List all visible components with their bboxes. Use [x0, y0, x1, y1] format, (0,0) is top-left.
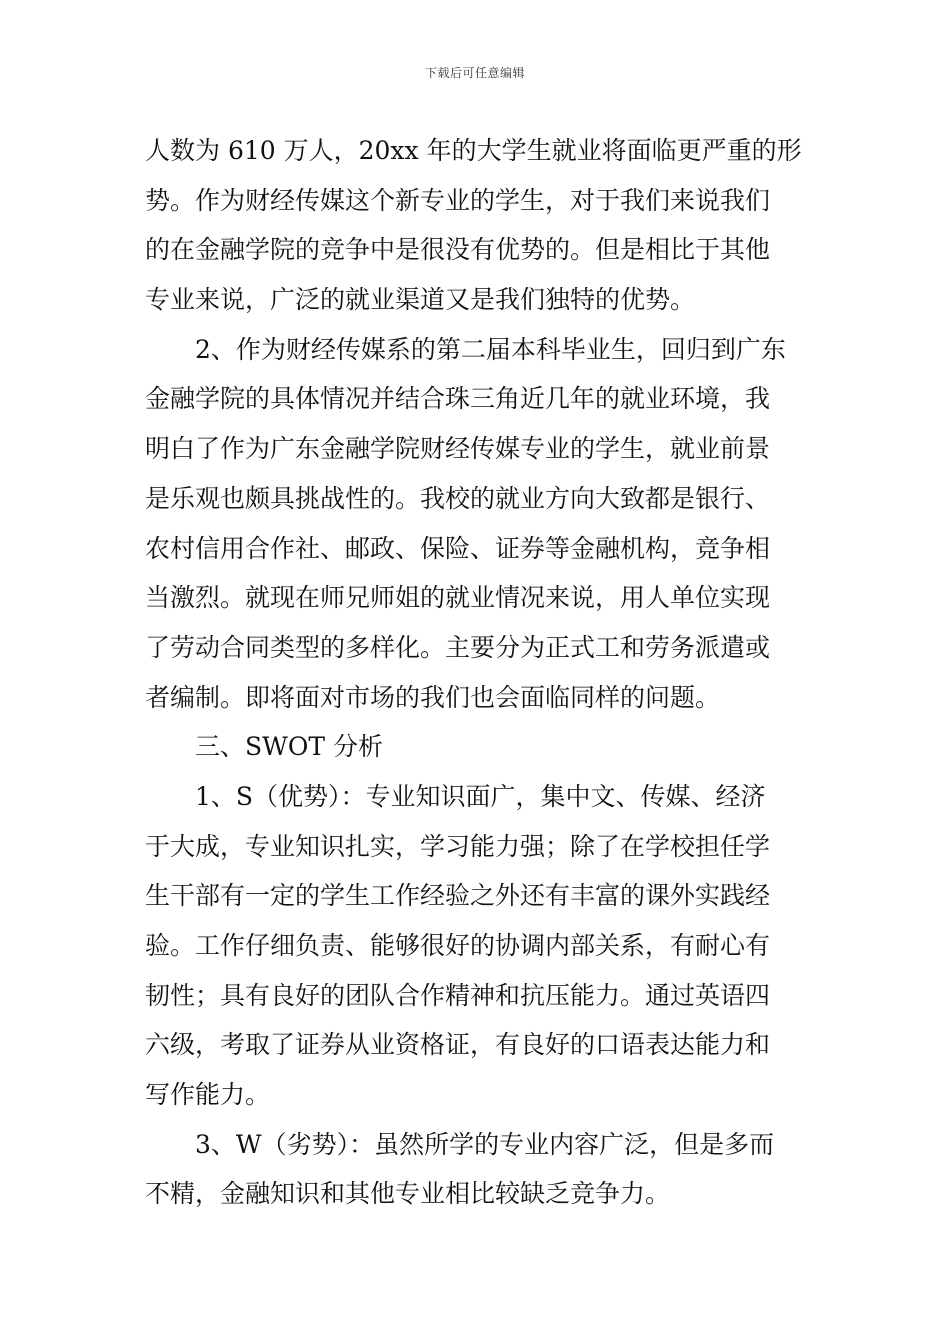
text-line: 势。作为财经传媒这个新专业的学生，对于我们来说我们: [145, 185, 771, 215]
section-heading: 三、SWOT 分析: [195, 732, 383, 762]
text-line: 人数为 610 万人，20xx 年的大学生就业将面临更严重的形: [145, 136, 802, 165]
paragraph-start-line: 2、作为财经传媒系的第二届本科毕业生，回归到广东: [195, 334, 786, 364]
text-line: 验。工作仔细负责、能够很好的协调内部关系，有耐心有: [145, 931, 771, 960]
page-header: 下载后可任意编辑: [424, 66, 525, 80]
text-line: 生干部有一定的学生工作经验之外还有丰富的课外实践经: [145, 881, 771, 911]
text-line: 当激烈。就现在师兄师姐的就业情况来说，用人单位实现: [145, 583, 771, 613]
text-line: 六级，考取了证券从业资格证，有良好的口语表达能力和: [145, 1030, 771, 1060]
text-line: 者编制。即将面对市场的我们也会面临同样的问题。: [145, 682, 721, 712]
text-line: 韧性；具有良好的团队合作精神和抗压能力。通过英语四: [145, 980, 771, 1010]
text-line: 不精，金融知识和其他专业相比较缺乏竞争力。: [145, 1179, 671, 1209]
text-line: 金融学院的具体情况并结合珠三角近几年的就业环境，我: [145, 384, 771, 414]
text-line: 了劳动合同类型的多样化。主要分为正式工和劳务派遣或: [145, 632, 771, 662]
text-line: 专业来说，广泛的就业渠道又是我们独特的优势。: [145, 285, 696, 315]
text-line: 的在金融学院的竞争中是很没有优势的。但是相比于其他: [145, 235, 771, 265]
text-line: 农村信用合作社、邮政、保险、证券等金融机构，竞争相: [145, 533, 771, 563]
text-line: 明白了作为广东金融学院财经传媒专业的学生，就业前景: [145, 434, 771, 464]
paragraph-start-line: 3、W（劣势）：虽然所学的专业内容广泛，但是多而: [195, 1129, 775, 1159]
text-line: 于大成，专业知识扎实，学习能力强；除了在学校担任学: [145, 831, 771, 861]
document-body: [145, 126, 815, 1219]
text-line: 是乐观也颇具挑战性的。我校的就业方向大致都是银行、: [145, 483, 771, 513]
paragraph-start-line: 1、S（优势）：专业知识面广，集中文、传媒、经济: [195, 781, 766, 811]
text-line: 写作能力。: [145, 1080, 271, 1110]
